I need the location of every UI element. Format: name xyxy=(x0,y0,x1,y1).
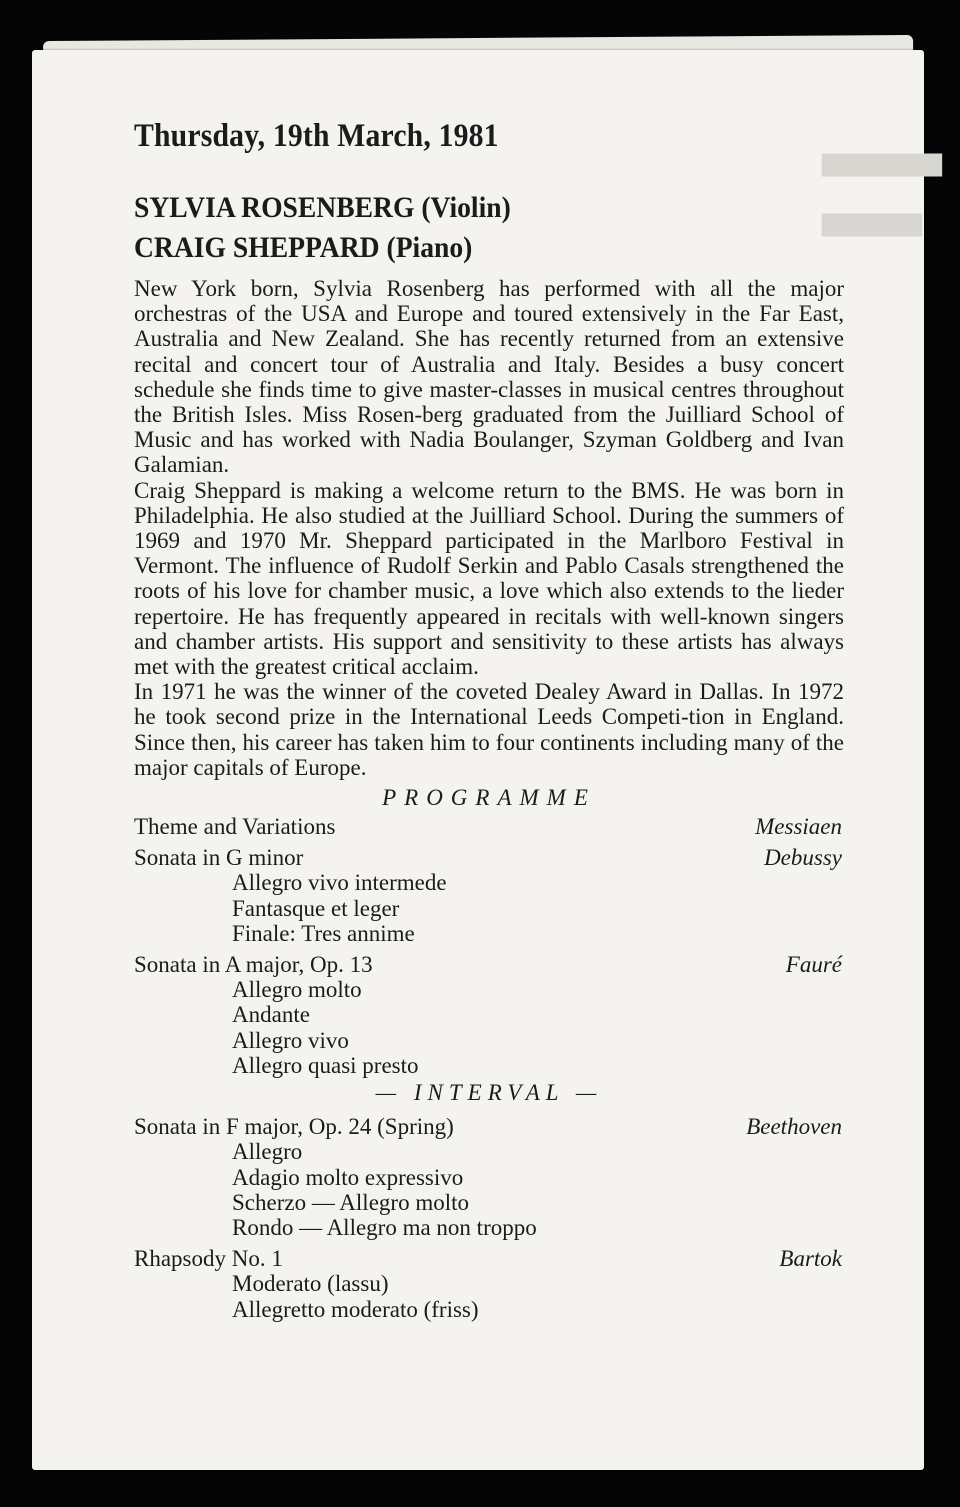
movement: Allegro molto xyxy=(232,977,362,1003)
interval-label: — INTERVAL — xyxy=(375,1080,603,1106)
movement: Adagio molto expressivo xyxy=(232,1164,464,1190)
movement: Allegro quasi presto xyxy=(232,1052,419,1078)
work-composer: Debussy xyxy=(764,845,842,871)
movement: Andante xyxy=(232,1002,310,1028)
work-title: Sonata in A major, Op. 13 xyxy=(134,952,373,978)
work-title: Theme and Variations xyxy=(134,814,336,840)
work-title: Sonata in G minor xyxy=(134,845,304,871)
performer-piano: CRAIG SHEPPARD (Piano) xyxy=(134,231,473,264)
movement: Allegro vivo xyxy=(232,1027,349,1053)
bio-paragraph-rosenberg: New York born, Sylvia Rosenberg has performed with all the major orchestras of the USA and Europe and toured extensively in the Far East, Australia and New Zealand. She has recently returned from an extensive recital and concert tour of Australia and Italy. Besides a busy concert schedule she finds time to give master-classes in musical centres throughout the British Isles. Miss Rosen-berg graduated from the Juilliard School of Music and has worked with Nadia Boulanger, Szyman Goldberg and Ivan Galamian. xyxy=(134,276,844,478)
bio-paragraph-awards: In 1971 he was the winner of the coveted Dealey Award in Dallas. In 1972 he took second prize in the International Leeds Competi-tion in England. Since then, his career has taken him to four continents including many of the major capitals of Europe. xyxy=(134,679,844,780)
movement: Scherzo — Allegro molto xyxy=(232,1189,469,1215)
programme-page xyxy=(32,50,942,1470)
movement: Allegro xyxy=(232,1139,303,1165)
movement: Fantasque et leger xyxy=(232,895,400,921)
concert-date: Thursday, 19th March, 1981 xyxy=(134,118,499,154)
programme-work xyxy=(134,952,844,1078)
work-composer: Bartok xyxy=(779,1246,842,1272)
work-title: Sonata in F major, Op. 24 (Spring) xyxy=(134,1114,454,1140)
work-composer: Beethoven xyxy=(746,1114,842,1140)
biography xyxy=(134,276,844,780)
page-content xyxy=(134,118,844,1322)
movement: Finale: Tres annime xyxy=(232,920,415,946)
programme-heading: PROGRAMME xyxy=(382,785,596,811)
movement: Moderato (lassu) xyxy=(232,1271,389,1297)
show-through-text: ▆▆▆▆▆▆ ▆▆▆▆▆ xyxy=(822,147,942,236)
movement: Allegretto moderato (friss) xyxy=(232,1296,479,1322)
movement: Allegro vivo intermede xyxy=(232,870,447,896)
performer-violin: SYLVIA ROSENBERG (Violin) xyxy=(134,191,511,224)
programme-work xyxy=(134,1114,844,1240)
work-composer: Messiaen xyxy=(755,814,842,840)
work-composer: Fauré xyxy=(785,952,842,978)
work-title: Rhapsody No. 1 xyxy=(134,1246,283,1272)
programme-work xyxy=(134,1246,844,1322)
movement: Rondo — Allegro ma non troppo xyxy=(232,1214,537,1240)
programme-work xyxy=(134,845,844,946)
programme-work xyxy=(134,814,844,839)
bio-paragraph-sheppard: Craig Sheppard is making a welcome return to the BMS. He was born in Philadelphia. He also studied at the Juilliard School. During the summers of 1969 and 1970 Mr. Sheppard participated in the Marlboro Festival in Vermont. The influence of Rudolf Serkin and Pablo Casals strengthened the roots of his love for chamber music, a love which also extends to the lieder repertoire. He has frequently appeared in recitals with well-known singers and chamber artists. His support and sensitivity to these artists has always met with the greatest critical acclaim. xyxy=(134,477,844,680)
